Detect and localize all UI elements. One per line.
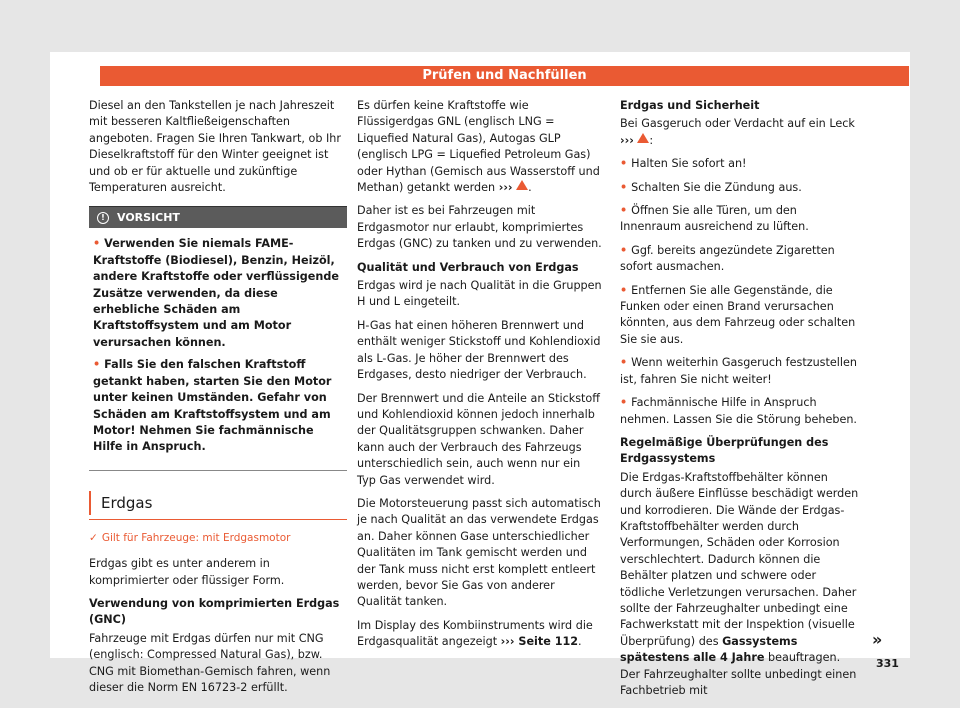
page-link[interactable]: ››› Seite 112 [500, 635, 579, 649]
list-item: • Entfernen Sie alle Gegenstände, die Funken oder einen Brand verursachen könnten, aus dem Fahrzeug oder schalten Sie sie aus. [620, 283, 860, 349]
subheading: Qualität und Verbrauch von Erdgas [357, 260, 579, 274]
list-item: • Schalten Sie die Zündung aus. [620, 180, 860, 196]
paragraph: H-Gas hat einen höheren Brennwert und enthält weniger Stickstoff und Kohlendioxid als L-Gas. Je höher der Brennwert des Erdgases, desto niedriger der Verbrauch. [357, 318, 601, 382]
caution-title: VORSICHT [117, 211, 180, 225]
subheading: Erdgas und Sicherheit [620, 99, 760, 112]
paragraph-bold: Gassystems spätestens alle 4 Jahre [620, 634, 798, 665]
list-item: • Fachmännische Hilfe in Anspruch nehmen. Lassen Sie die Störung beheben. [620, 395, 860, 428]
section-rule [89, 519, 347, 520]
caution-item: • Verwenden Sie niemals FAME-Kraftstoffe (Biodiesel), Benzin, Heizöl, andere Kraftstoffe oder verflüssigende Zusätze verwenden, da diese erhebliche Schäden am Kraftstoffsystem und am Motor verursachen können. [93, 236, 343, 351]
paragraph-text: Bei Gasgeruch oder Verdacht auf ein Leck [620, 117, 855, 131]
page-header: Prüfen und Nachfüllen [100, 66, 909, 86]
paragraph: Der Brennwert und die Anteile an Stickstoff und Kohlendioxid können jedoch innerhalb der Qualitätsgruppen schwanken. Daher kann auch der Verbrauch des Fahrzeugs unterschiedlich sein, auch wenn nur ein Typ Gas verwendet wird. [357, 391, 600, 487]
paragraph: Die Motorsteuerung passt sich automatisch je nach Qualität an das verwendete Erdgas an. Daher können Gase unterschiedlicher Qualitäten im Tank gemischt werden und der Tank muss nicht erst komplett entleert werden, bevor Sie Gas von anderer Qualität tanken. [357, 496, 601, 609]
paragraph-text: Im Display des Kombiinstruments wird die Erdgasqualität angezeigt [357, 618, 593, 649]
paragraph: Daher ist es bei Fahrzeugen mit Erdgasmotor nur erlaubt, komprimiertes Erdgas (GNC) zu tanken und zu verwenden. [357, 204, 602, 251]
paragraph: Im Display des Kombiinstruments wird die Erdgasqualität angezeigt ››› Seite 112. [357, 618, 593, 649]
caution-header [89, 207, 347, 228]
column-1 [89, 98, 347, 703]
cross-reference-arrows[interactable]: ››› [620, 133, 634, 147]
warning-triangle-icon [516, 180, 528, 190]
intro-paragraph: Diesel an den Tankstellen je nach Jahreszeit mit besseren Kaltfließeigenschaften angeboten. Fragen Sie Ihren Tankwart, ob Ihr Dieselkraftstoff für den Winter geeignet ist und ob er für aktuelle und zukünftige Temperaturen ausreicht. [89, 99, 341, 195]
paragraph [620, 470, 860, 700]
paragraph: Fahrzeuge mit Erdgas dürfen nur mit CNG (englisch: Compressed Natural Gas), bzw. CNG mit Biomethan-Gemisch fahren, wenn dieser die Norm EN 16723-2 erfüllt. [89, 631, 331, 694]
paragraph-text: Es dürfen keine Kraftstoffe wie Flüssigerdgas GNL (englisch LNG = Liquefied Natural Gas), Autogas GLP (englisch LPG = Liquefied Petroleum Gas) oder Hythan (Gemisch aus Wasserstoff und Methan) getankt werden [357, 99, 600, 195]
column-3 [620, 98, 860, 706]
list-item: • Ggf. bereits angezündete Zigaretten sofort ausmachen. [620, 243, 860, 276]
paragraph: Erdgas gibt es unter anderem in komprimierter oder flüssiger Form. [89, 557, 285, 587]
caution-icon: ! [97, 212, 109, 224]
list-item: • Öffnen Sie alle Türen, um den Innenraum ausreichend zu lüften. [620, 203, 860, 236]
page [50, 52, 910, 697]
list-item: • Halten Sie sofort an! [620, 156, 860, 172]
column-2 [357, 98, 602, 658]
subheading: Regelmäßige Überprüfungen des Erdgassystems [620, 435, 829, 466]
paragraph-text: beauftragen. Der Fahrzeughalter sollte unbedingt einen Fachbetrieb mit [620, 651, 857, 697]
applies-text: Gilt für Fahrzeuge: mit Erdgasmotor [101, 531, 291, 544]
caution-item: • Falls Sie den falschen Kraftstoff getankt haben, starten Sie den Motor unter keinen Umständen. Gefahr von Schäden am Kraftstoffsystem und am Motor! Nehmen Sie fachmännische Hilfe in Anspruch. [93, 357, 343, 455]
warning-triangle-icon [637, 133, 649, 143]
caution-body [89, 228, 347, 469]
paragraph-text: Die Erdgas-Kraftstoffbehälter können durch äußere Einflüsse beschädigt werden und korrodieren. Die Wände der Erdgas-Kraftstoffbehälter werden durch Verformungen, Schäden oder Korrosion verschlechtert. Dadurch können die Behälter platzen und schwere oder tödliche Verletzungen verursachen. Daher sollte der Fahrzeughalter unbedingt eine Fachwerkstatt mit der Inspektion (visuelle Überprüfung) des [620, 470, 859, 648]
page-number: 331 [876, 657, 899, 670]
paragraph: Es dürfen keine Kraftstoffe wie Flüssigerdgas GNL (englisch LNG = Liquefied Natural Gas), Autogas GLP (englisch LPG = Liquefied Petroleum Gas) oder Hythan (Gemisch aus Wasserstoff und Methan) getankt werden ››› . [357, 99, 600, 195]
cross-reference-arrows[interactable]: ››› [498, 181, 513, 195]
section-title: Erdgas [89, 491, 347, 515]
caution-box [89, 206, 347, 470]
subheading: Verwendung von komprimierten Erdgas (GNC) [89, 596, 340, 627]
paragraph: Bei Gasgeruch oder Verdacht auf ein Leck ››› : [620, 117, 855, 147]
paragraph: Erdgas wird je nach Qualität in die Gruppen H und L eingeteilt. [357, 279, 602, 309]
continue-icon: » [872, 630, 883, 649]
applies-to-note [89, 530, 347, 546]
list-item: • Wenn weiterhin Gasgeruch festzustellen ist, fahren Sie nicht weiter! [620, 355, 860, 388]
check-icon: ✓ [89, 531, 98, 544]
